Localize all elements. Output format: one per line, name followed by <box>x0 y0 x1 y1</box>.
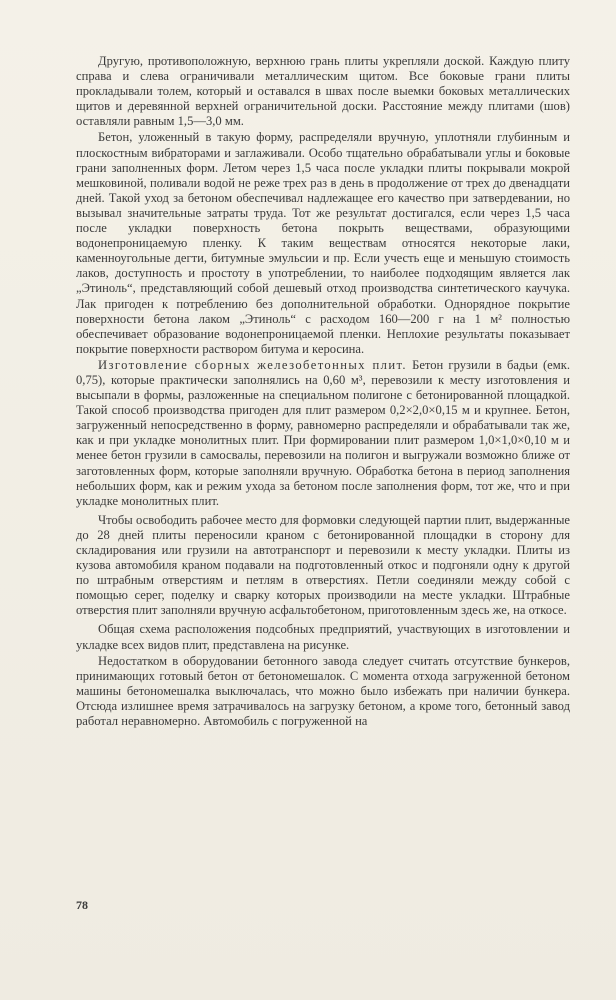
paragraph-6: Недостатком в оборудовании бетонного завода следует считать отсутствие бункеров, принимающих готовый бетон от бетономешалок. С момента отхода загруженной бетоном машины бетономешалка выключалась, что можно было избежать при наличии бункера. Отсюда излишнее время затрачивалось на загрузку бетоном, а кроме того, бетонный завод работал неравномерно. Автомобиль с погруженной на <box>76 653 570 729</box>
paragraph-3-text: Бетон грузили в бадьи (емк. 0,75), которые практически заполнялись на 0,60 м³, перевозили к месту изготовления и высыпали в формы, разложенные на специальном полигоне с бетонированной площадкой. Такой способ производства пригоден для плит размером 0,2×2,0×0,15 м и крупнее. Бетон, загруженный непосредственно в форму, равномерно распределяли и обрабатывали так же, как и при укладке монолитных плит. При формировании плит размером 1,0×1,0×0,10 м и менее бетон грузили в самосвалы, перевозили на полигон и выгружали возможно ближе от заготовленных форм, которые заполняли вручную. Обработка бетона в период заполнения небольших форм, как и режим ухода за бетоном после заполнения форм, тот же, что и при укладке монолитных плит. <box>76 357 570 508</box>
section-heading: Изготовление сборных железобетонных плит. <box>98 357 407 372</box>
page-number: 78 <box>76 898 88 912</box>
paragraph-3 <box>76 358 570 509</box>
paragraph-1: Другую, противоположную, верхнюю грань плиты укрепляли доской. Каждую плиту справа и слева ограничивали металлическим щитом. Все боковые грани плиты прокладывали толем, который и оставался в швах после выемки боковых металлических щитов и деревянной верхней ограничительной доски. Расстояние между плитами (шов) оставляли равным 1,5—3,0 мм. <box>76 54 570 129</box>
paragraph-5: Общая схема расположения подсобных предприятий, участвующих в изготовлении и укладке всех видов плит, представлена на рисунке. <box>76 622 570 652</box>
page-text <box>76 54 570 730</box>
paragraph-4: Чтобы освободить рабочее место для формовки следующей партии плит, выдержанные до 28 дней плиты переносили краном с бетонированной площадки в сторону для складирования или грузили на автотранспорт и перевозили к месту укладки. Плиты из кузова автомобиля краном подавали на подготовленный откос и подгоняли одну к другой по штрабным отверстиям и петлям в отверстиях. Петли соединяли между собой с помощью серег, поделку и сварку которых производили на месте укладки. Штрабные отверстия плит заполняли вручную асфальтобетоном, приготовленным здесь же, на откосе. <box>76 512 570 618</box>
paragraph-2: Бетон, уложенный в такую форму, распределяли вручную, уплотняли глубинным и плоскостным вибраторами и заглаживали. Особо тщательно обрабатывали углы и боковые грани заполненных форм. Летом через 1,5 часа после укладки плиты покрывали мокрой мешковиной, поливали водой не реже трех раз в день в продолжение от трех до двенадцати дней. Такой уход за бетоном обеспечивал надлежащее его качество при затвердевании, но вызывал значительные затраты труда. Тот же результат достигался, если через 1,5 часа после укладки поверхность бетона покрыть веществами, образующими водонепроницаемую пленку. К таким веществам относятся некоторые лаки, каменноугольные дегти, битумные эмульсии и пр. Если учесть еще и меньшую стоимость лаков, доступность и простоту в употреблении, то наиболее подходящим является лак „Этиноль“, представляющий собой дешевый отход производства синтетического каучука. Лак пригоден к потреблению без дополнительной обработки. Однорядное покрытие поверхности бетона лаком „Этиноль“ с расходом 160—200 г на 1 м² полностью обеспечивает образование водонепроницаемой пленки. Неплохие результаты показывает покрытие поверхности раствором битума и керосина. <box>76 130 570 356</box>
